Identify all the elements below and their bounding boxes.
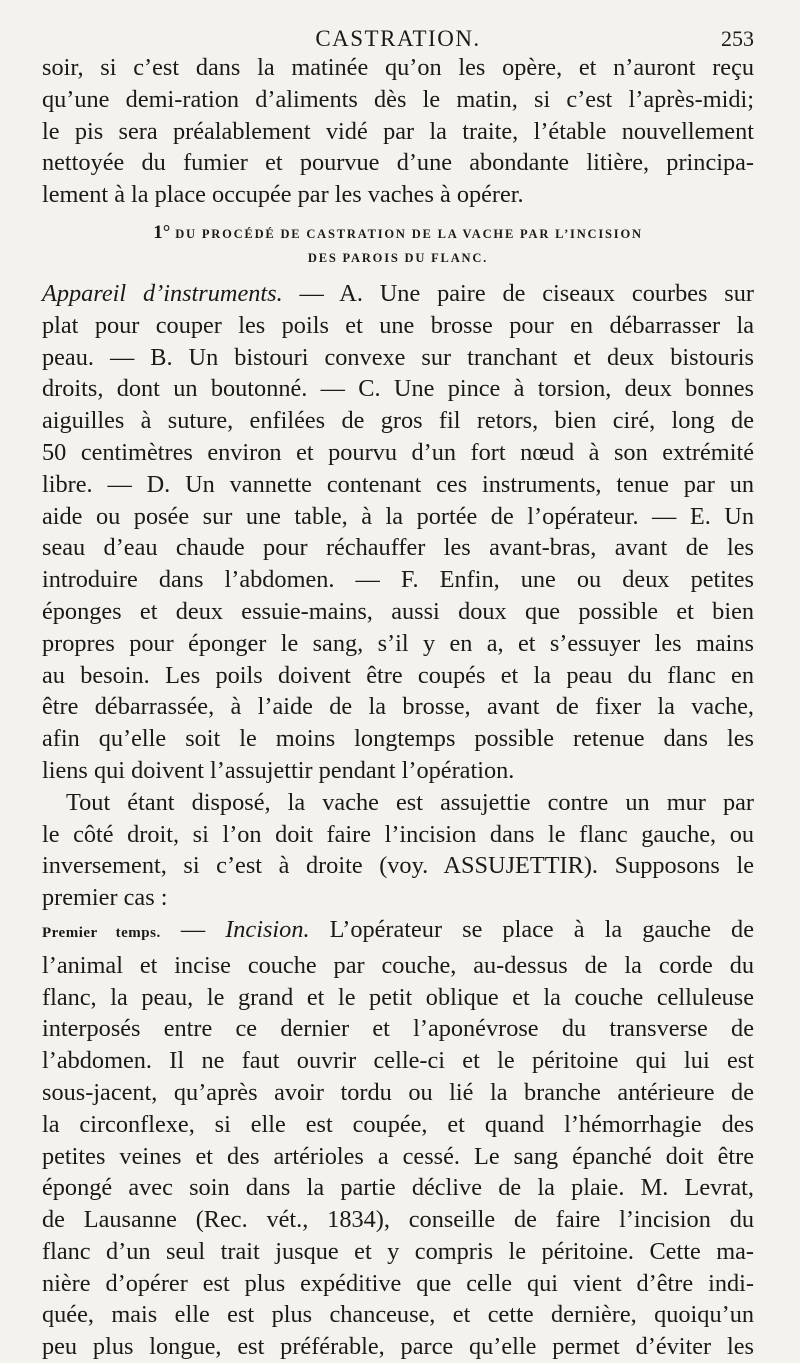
text-line: afin qu’elle soit le moins longtemps possible retenue dans les xyxy=(42,725,754,753)
instruments-paragraph xyxy=(42,278,754,787)
running-title: CASTRATION. xyxy=(315,26,481,51)
text-line: l’animal et incise couche par couche, au-dessus de la corde du xyxy=(42,951,754,979)
text-line: le pis sera préalablement vidé par la traite, l’étable nouvellement xyxy=(42,117,754,145)
text-line: propres pour éponger le sang, s’il y en a, et s’essuyer les mains xyxy=(42,629,754,657)
section-heading-line-1: DU PROCÉDÉ DE CASTRATION DE LA VACHE PAR L’INCISION xyxy=(175,226,643,241)
text-line: droits, dont un boutonné. — C. Une pince à torsion, deux bonnes xyxy=(42,375,754,403)
text-line: peau. — B. Un bistouri convexe sur tranchant et deux bistouris xyxy=(42,343,754,371)
text-line: l’abdomen. Il ne faut ouvrir celle-ci et le péritoine qui lui est xyxy=(42,1047,754,1075)
text-line: interposés entre ce dernier et l’aponévrose du transverse de xyxy=(42,1015,754,1043)
text-line: liens qui doivent l’assujettir pendant l’opération. xyxy=(42,756,515,784)
text-line: petites veines et des artérioles a cessé. Le sang épanché doit être xyxy=(42,1142,754,1170)
text-line: la circonflexe, si elle est coupée, et quand l’hémorrhagie des xyxy=(42,1110,754,1138)
text-line: peu plus longue, est préférable, parce qu’elle permet d’éviter les xyxy=(42,1333,754,1361)
text-line: 50 centimètres environ et pourvu d’un fort nœud à son extrémité xyxy=(42,438,754,466)
text-line: introduire dans l’abdomen. — F. Enfin, une ou deux petites xyxy=(42,566,754,594)
runin-label: Premier temps. xyxy=(42,924,161,941)
text-line: libre. — D. Un vannette contenant ces instruments, tenue par un xyxy=(42,470,754,498)
incision-first-line: L’opérateur se place à la gauche de xyxy=(309,915,754,943)
text-line: lement à la place occupée par les vaches à opérer. xyxy=(42,181,524,209)
running-head xyxy=(42,0,754,52)
text-line: épongé avec soin dans la partie déclive de la plaie. M. Levrat, xyxy=(42,1174,754,1202)
disposition-paragraph xyxy=(42,787,754,914)
text-line: flanc d’un seul trait jusque et y compris le péritoine. Cette ma- xyxy=(42,1237,754,1265)
text-line: seau d’eau chaude pour réchauffer les avant-bras, avant de les xyxy=(42,534,754,562)
text-line: Tout étant disposé, la vache est assujettie contre un mur par xyxy=(66,788,754,816)
instruments-first-line: — A. Une paire de ciseaux courbes sur xyxy=(299,279,754,307)
text-line: flanc, la peau, le grand et le petit oblique et la couche celluleuse xyxy=(42,983,754,1011)
text-line: éponges et deux essuie-mains, aussi doux que possible et bien xyxy=(42,597,754,625)
text-line: qu’une demi-ration d’aliments dès le matin, si c’est l’après-midi; xyxy=(42,85,754,113)
instruments-label: Appareil d’instruments. xyxy=(42,279,283,307)
text-line: Premier temps. — Incision. L’opérateur se place à la gauche de xyxy=(42,915,754,943)
text-line xyxy=(42,278,754,310)
runin-title: Incision. xyxy=(225,915,310,943)
section-number: 1° xyxy=(153,221,171,243)
text-line: nettoyée du fumier et pourvue d’une abondante litière, principa- xyxy=(42,149,754,177)
text-line: plat pour couper les poils et une brosse pour en débarrasser la xyxy=(42,311,754,339)
text-line: de Lausanne (Rec. vét., 1834), conseille de faire l’incision du xyxy=(42,1206,754,1234)
text-line: le côté droit, si l’on doit faire l’incision dans le flanc gauche, ou xyxy=(42,820,754,848)
page-number: 253 xyxy=(721,26,754,51)
text-line: quée, mais elle est plus chanceuse, et cette dernière, quoiqu’un xyxy=(42,1301,754,1329)
text-line: nière d’opérer est plus expéditive que celle qui vient d’être indi- xyxy=(42,1269,754,1297)
text-line: premier cas : xyxy=(42,884,168,912)
text-line: soir, si c’est dans la matinée qu’on les opère, et n’auront reçu xyxy=(42,54,754,81)
text-line: au besoin. Les poils doivent être coupés et la peau du flanc en xyxy=(42,661,754,689)
text-line: aide ou posée sur une table, à la portée de l’opérateur. — E. Un xyxy=(42,502,754,530)
text-line: inversement, si c’est à droite (voy. ASSUJETTIR). Supposons le xyxy=(42,852,754,880)
section-heading-line-2: DES PAROIS DU FLANC. xyxy=(307,250,489,265)
incision-paragraph xyxy=(42,914,754,1363)
section-heading xyxy=(42,221,754,270)
text-line: sous-jacent, qu’après avoir tordu ou lié la branche antérieure de xyxy=(42,1078,754,1106)
opening-paragraph xyxy=(42,52,754,211)
text-line: être débarrassée, à l’aide de la brosse, avant de fixer la vache, xyxy=(42,693,754,721)
text-line: aiguilles à suture, enfilées de gros fil retors, bien ciré, long de xyxy=(42,407,754,435)
